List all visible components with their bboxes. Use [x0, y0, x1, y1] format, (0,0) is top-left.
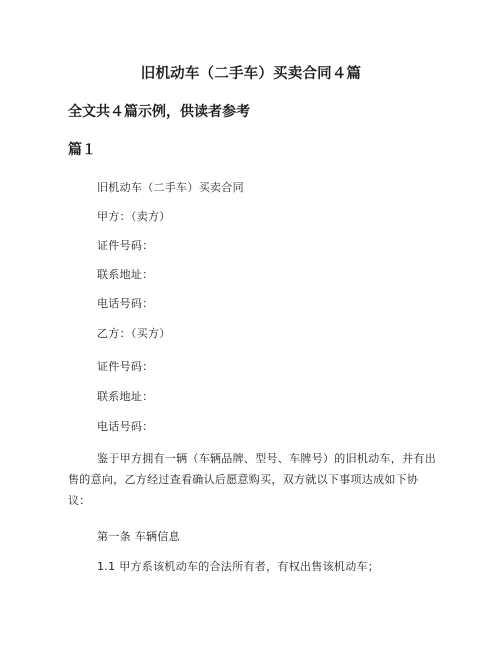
- party-a-id-line: 证件号码：: [97, 239, 154, 252]
- contract-title-line: 旧机动车（二手车）买卖合同: [97, 181, 244, 194]
- party-a-line: 甲方：（卖方）: [97, 210, 171, 223]
- section-heading: 篇１: [68, 142, 96, 158]
- intro-paragraph: 鉴于甲方拥有一辆（车辆品牌、型号、车牌号）的旧机动车，并有出售的意向，乙方经过查看确认后愿意购买，双方就以下事项达成如下协议：: [68, 452, 436, 507]
- party-a-address-line: 联系地址：: [97, 268, 154, 281]
- article-1-heading: 第一条 车辆信息: [97, 530, 180, 543]
- document-subtitle: 全文共４篇示例，供读者参考: [68, 104, 250, 120]
- document-title: 旧机动车（二手车）买卖合同４篇: [140, 66, 362, 82]
- party-b-line: 乙方：（买方）: [97, 327, 171, 340]
- party-b-phone-line: 电话号码：: [97, 420, 154, 433]
- party-b-address-line: 联系地址：: [97, 390, 154, 403]
- party-a-phone-line: 电话号码：: [97, 297, 154, 310]
- party-b-id-line: 证件号码：: [97, 360, 154, 373]
- clause-1-1: 1.1 甲方系该机动车的合法所有者，有权出售该机动车；: [97, 560, 380, 573]
